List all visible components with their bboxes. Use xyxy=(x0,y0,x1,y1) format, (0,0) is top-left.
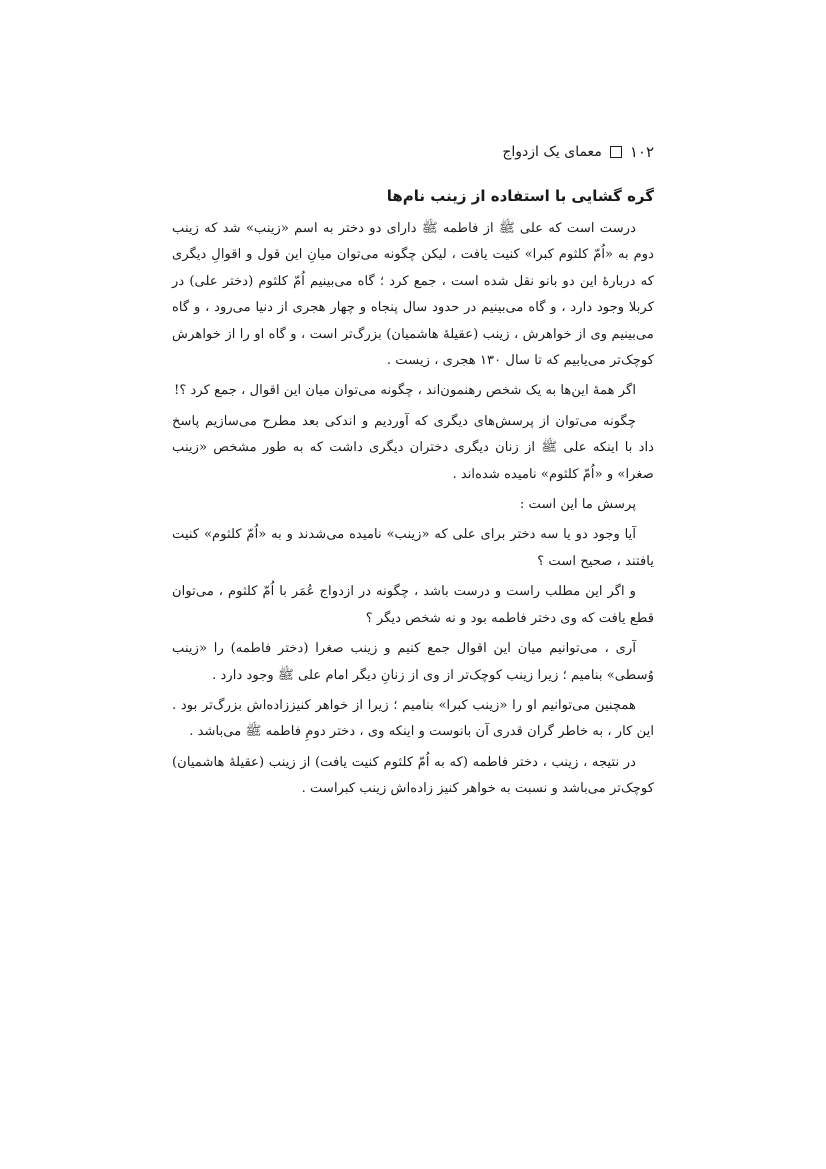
book-title: معمای یک ازدواج xyxy=(502,144,602,160)
paragraph-7: آری ، می‌توانیم میان این اقوال جمع کنیم و زینب صغرا (دختر فاطمه) را «زینب وُسطی» بنامیم ؛ زیرا زینب کوچک‌تر از وی از زنانِ دیگر امام علی ﷺ وجود دارد . xyxy=(172,641,654,683)
page-number: ۱۰۲ xyxy=(629,143,654,161)
paragraph-8: همچنین می‌توانیم او را «زینب کبرا» بنامیم ؛ زیرا از خواهر کنیززاده‌اش بزرگ‌تر بود . این کار ، به خاطر گران قدری آن بانوست و اینکه وی ، دختر دومِ فاطمه ﷺ می‌باشد . xyxy=(172,697,654,740)
paragraph-9: در نتیجه ، زینب ، دختر فاطمه (که به اُمّ کلثوم کنیت یافت) از زینب (عقیلهٔ هاشمیان) کوچک‌تر می‌باشد و نسبت به خواهر کنیز زاده‌اش زینب کبراست . xyxy=(172,754,654,797)
paragraph-2: اگر همهٔ این‌ها به یک شخص رهنمون‌اند ، چگونه می‌توان میان این اقوال ، جمع کرد ؟! xyxy=(174,383,636,399)
paragraph-3: چگونه می‌توان از پرسش‌های دیگری که آوردیم و اندکی بعد مطرح می‌سازیم پاسخ داد با اینکه علی ﷺ از زنان دیگری دختران دیگری داشت که به طور مشخص «زینب صغرا» و «اُمّ کلثوم» نامیده شده‌اند . xyxy=(172,413,654,482)
paragraph-5: آیا وجود دو یا سه دختر برای علی که «زینب» نامیده می‌شدند و به «اُمّ کلثوم» کنیت یافتند ، صحیح است ؟ xyxy=(172,527,654,569)
paragraph-4: پرسش ما این است : xyxy=(519,497,636,513)
paragraph-6: و اگر این مطلب راست و درست باشد ، چگونه در ازدواج عُمَر با اُمّ کلثوم ، می‌توان قطع یافت که وی دختر فاطمه بود و نه شخص دیگر ؟ xyxy=(172,584,654,626)
book-page xyxy=(172,140,654,807)
section-heading: گره گشایی با استفاده از زینب نام‌ها xyxy=(386,187,654,205)
paragraph-1: درست است که علی ﷺ از فاطمه ﷺ دارای دو دختر به اسم «زینب» شد که زینب دوم به «اُمّ کلثوم کبرا» کنیت یافت ، لیکن چگونه می‌توان میانِ این قول و اقوالِ دیگری که دربارهٔ این دو بانو نقل شده است ، جمع کرد ؛ گاه می‌بینیم اُمّ کلثوم (دختر علی) در کربلا وجود دارد ، و گاه می‌بینیم در حدود سال پنجاه و چهار هجری از دنیا می‌رود ، و گاه می‌بینیم وی از خواهرش ، زینب (عقیلهٔ هاشمیان) بزرگ‌تر است ، و گاه او را از خواهرش کوچک‌تر می‌یابیم که تا سال ۱۳۰ هجری ، زیست . xyxy=(172,221,654,369)
running-header xyxy=(172,140,654,164)
square-ornament-icon xyxy=(610,146,622,158)
